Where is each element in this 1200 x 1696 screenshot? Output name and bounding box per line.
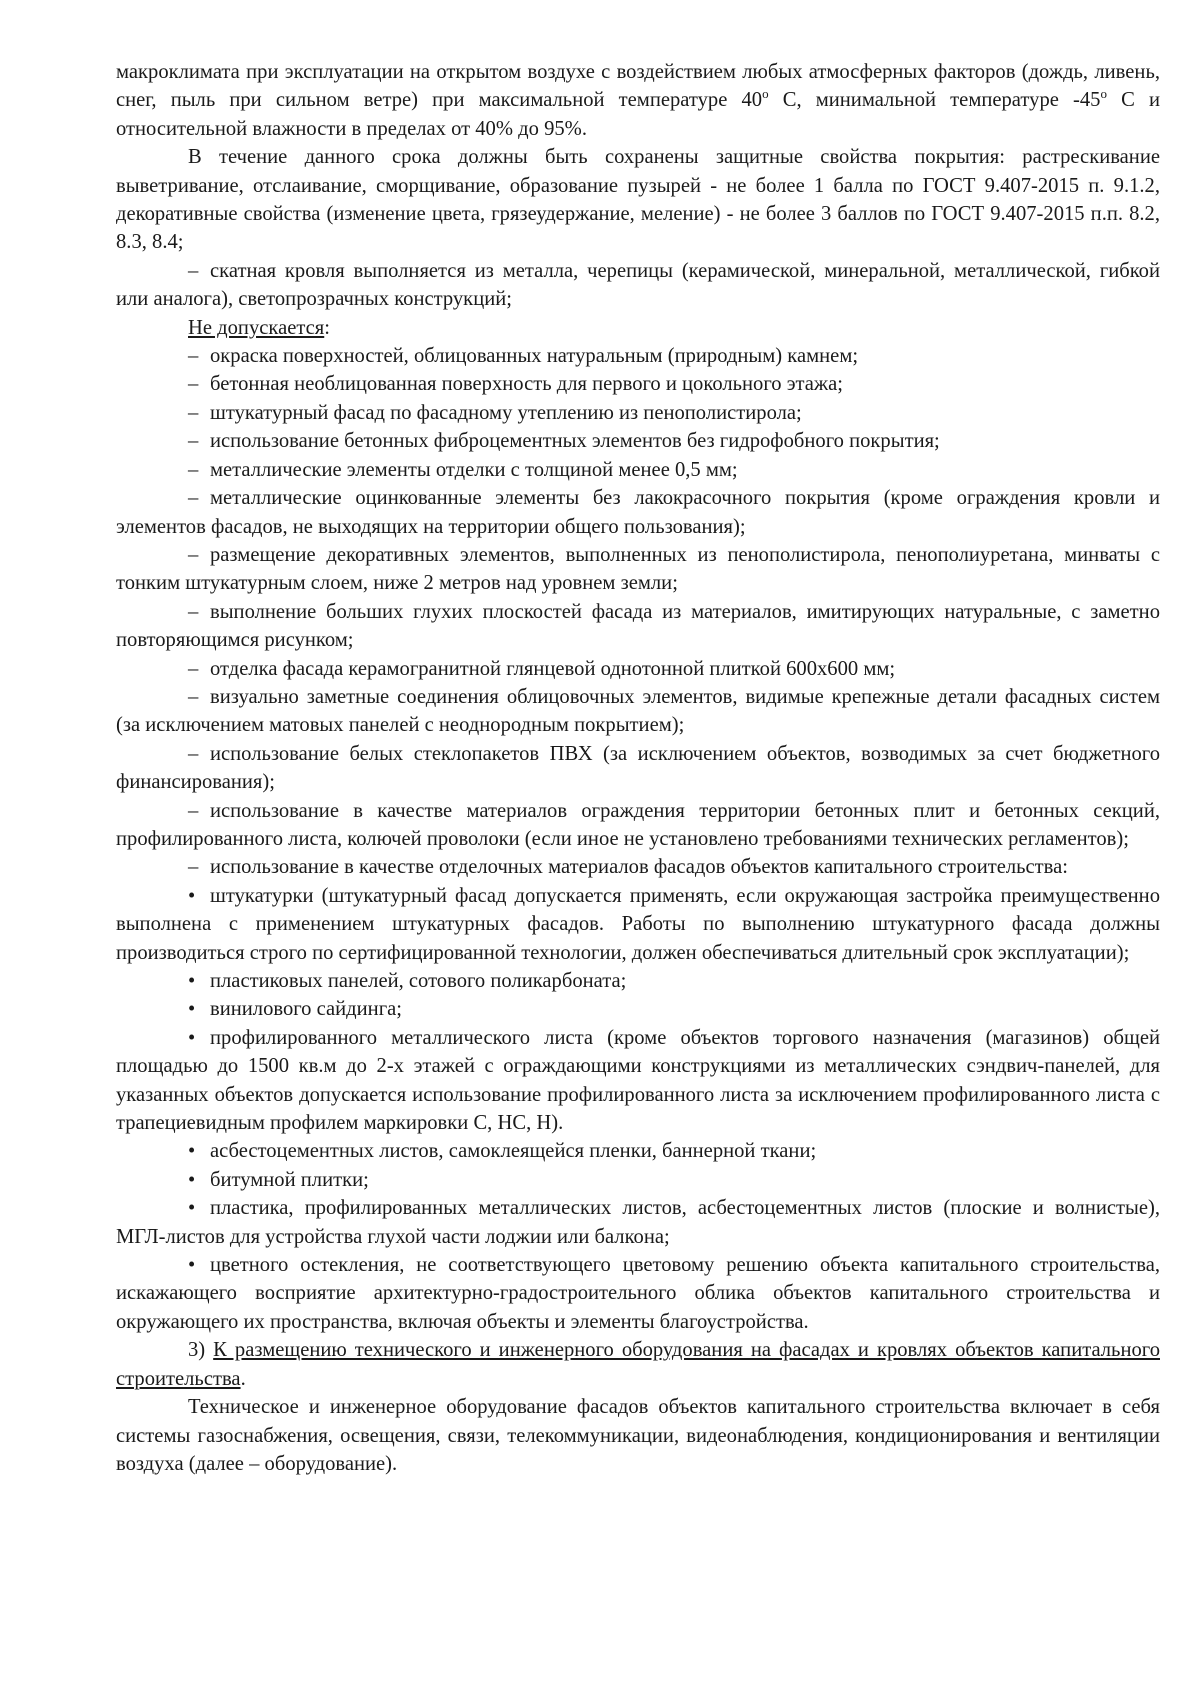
roof-text: скатная кровля выполняется из металла, черепицы (керамической, минеральной, металлической, гибкой или аналога), светопрозрачных конструкций; (116, 259, 1160, 311)
dash-marker: – (188, 487, 199, 510)
not-allowed-item (116, 797, 1160, 854)
dash-marker: – (188, 742, 199, 765)
not-allowed-heading (116, 314, 1160, 342)
not-allowed-item (116, 853, 1160, 881)
section-title: К размещению технического и инженерного оборудования на фасадах и кровлях объектов капитального строительства (116, 1339, 1160, 1390)
not-allowed-item-text: использование белых стеклопакетов ПВХ (за исключением объектов, возводимых за счет бюджетного финансирования); (116, 742, 1160, 794)
material-item-text: цветного остекления, не соответствующего цветовому решению объекта капитального строительства, искажающего восприятие архитектурно-градостроительного облика объектов капитального строительства и окружающего их пространства, включая объекты и элементы благоустройства. (116, 1254, 1160, 1333)
not-allowed-item-text: использование бетонных фиброцементных элементов без гидрофобного покрытия; (210, 430, 940, 453)
not-allowed-item (116, 484, 1160, 541)
material-item (116, 1251, 1160, 1336)
not-allowed-item-text: металлические элементы отделки с толщиной менее 0,5 мм; (210, 458, 738, 481)
not-allowed-list (116, 342, 1160, 882)
material-item (116, 1137, 1160, 1165)
material-item-text: пластиковых панелей, сотового поликарбоната; (210, 970, 627, 992)
material-item-text: асбестоцементных листов, самоклеящейся пленки, баннерной ткани; (210, 1140, 817, 1163)
not-allowed-item-text: отделка фасада керамогранитной глянцевой однотонной плиткой 600х600 мм; (210, 657, 896, 680)
not-allowed-item (116, 541, 1160, 598)
bullet-marker: • (188, 1197, 196, 1220)
degree-mark: о (762, 86, 769, 102)
dash-marker: – (188, 543, 199, 566)
material-item (116, 995, 1160, 1023)
not-allowed-item-text: использование в качестве материалов ограждения территории бетонных плит и бетонных секций, профилированного листа, колючей проволоки (если иное не установлено требованиями технических регламентов); (116, 799, 1160, 850)
document-page (116, 58, 1160, 1478)
degree-mark: о (1100, 86, 1107, 102)
not-allowed-item-text: окраска поверхностей, облицованных натуральным (природным) камнем; (210, 345, 859, 368)
dash-marker: – (188, 345, 199, 368)
intro-text-1: макроклимата при эксплуатации на открытом воздухе с воздействием любых атмосферных факторов (дождь, ливень, снег, пыль при сильном ветре) при максимальной температуре 40 (116, 61, 1160, 112)
dash-marker: – (188, 685, 199, 708)
not-allowed-item (116, 399, 1160, 427)
not-allowed-item-text: металлические оцинкованные элементы без лакокрасочного покрытия (кроме ограждения кровли и элементов фасадов, не выходящих на территории общего пользования); (116, 487, 1160, 538)
bullet-marker: • (188, 970, 196, 992)
section-period: . (240, 1367, 246, 1390)
bullet-marker: • (188, 1026, 196, 1049)
dash-marker: – (188, 657, 199, 680)
not-allowed-item-text: бетонная необлицованная поверхность для первого и цокольного этажа; (210, 373, 844, 396)
material-item (116, 1194, 1160, 1251)
dash-marker: – (188, 458, 199, 481)
not-allowed-item (116, 427, 1160, 455)
section-3-heading (116, 1336, 1160, 1393)
heading-colon: : (324, 316, 330, 339)
dash-marker: – (188, 799, 199, 822)
section-number: 3) (188, 1339, 214, 1362)
material-item (116, 1024, 1160, 1138)
material-item (116, 1166, 1160, 1194)
intro-text-3: С и относительной влажности в пределах от 40% до 95%. (116, 89, 1160, 140)
intro-text-2: С, минимальной температуре -45 (768, 89, 1101, 112)
dash-marker: – (188, 373, 199, 396)
not-allowed-item-text: размещение декоративных элементов, выполненных из пенополистирола, пенополиуретана, минваты с тонким штукатурным слоем, ниже 2 метров над уровнем земли; (116, 543, 1160, 595)
not-allowed-item-text: использование в качестве отделочных материалов фасадов объектов капитального строительства: (210, 856, 1068, 879)
not-allowed-item (116, 740, 1160, 797)
bullet-marker: • (188, 1140, 196, 1163)
dash-marker: – (188, 259, 199, 282)
not-allowed-item (116, 370, 1160, 398)
not-allowed-item (116, 456, 1160, 484)
bullet-marker: • (188, 998, 196, 1021)
material-item (116, 967, 1160, 995)
material-item-text: битумной плитки; (210, 1168, 369, 1191)
not-allowed-item (116, 598, 1160, 655)
service-life-paragraph: В течение данного срока должны быть сохранены защитные свойства покрытия: растрескивание выветривание, отслаивание, сморщивание, образование пузырей - не более 1 балла по ГОСТ 9.407-2015 п. 9.1.2, декоративные свойства (изменение цвета, грязеудержание, меление) - не более 3 баллов по ГОСТ 9.407-2015 п.п. 8.2, 8.3, 8.4; (116, 146, 1160, 254)
roof-item (116, 257, 1160, 314)
not-allowed-item (116, 683, 1160, 740)
equipment-paragraph: Техническое и инженерное оборудование фасадов объектов капитального строительства включает в себя системы газоснабжения, освещения, связи, телекоммуникации, видеонаблюдения, кондиционирования и вентиляции воздуха (далее – оборудование). (116, 1396, 1160, 1475)
material-item-text: винилового сайдинга; (210, 998, 403, 1021)
material-item-text: профилированного металлического листа (кроме объектов торгового назначения (магазинов) общей площадью до 1500 кв.м до 2-х этажей с ограждающими конструкциями из металлических сэндвич-панелей, для указанных объектов допускается использование профилированного листа за исключением профилированного листа с трапециевидным профилем маркировки С, НС, Н). (116, 1026, 1160, 1135)
bullet-marker: • (188, 884, 196, 907)
dash-marker: – (188, 430, 199, 453)
finishing-materials-list (116, 882, 1160, 1337)
not-allowed-label: Не допускается (188, 316, 325, 339)
not-allowed-item-text: выполнение больших глухих плоскостей фасада из материалов, имитирующих натуральные, с заметно повторяющимся рисунком; (116, 600, 1160, 652)
not-allowed-item (116, 655, 1160, 683)
not-allowed-item-text: визуально заметные соединения облицовочных элементов, видимые крепежные детали фасадных систем (за исключением матовых панелей с неоднородным покрытием); (116, 685, 1160, 737)
dash-marker: – (188, 401, 199, 424)
not-allowed-item-text: штукатурный фасад по фасадному утеплению из пенополистирола; (210, 401, 802, 424)
material-item-text: штукатурки (штукатурный фасад допускается применять, если окружающая застройка преимущественно выполнена с применением штукатурных фасадов. Работы по выполнению штукатурного фасада должны производиться строго по сертифицированной технологии, должен обеспечиваться длительный срок эксплуатации); (116, 884, 1160, 964)
bullet-marker: • (188, 1254, 196, 1277)
dash-marker: – (188, 856, 199, 879)
material-item (116, 882, 1160, 967)
intro-paragraph (116, 58, 1160, 143)
not-allowed-item (116, 342, 1160, 370)
dash-marker: – (188, 600, 199, 623)
bullet-marker: • (188, 1168, 196, 1191)
material-item-text: пластика, профилированных металлических листов, асбестоцементных листов (плоские и волнистые), МГЛ-листов для устройства глухой части лоджии или балкона; (116, 1197, 1160, 1248)
